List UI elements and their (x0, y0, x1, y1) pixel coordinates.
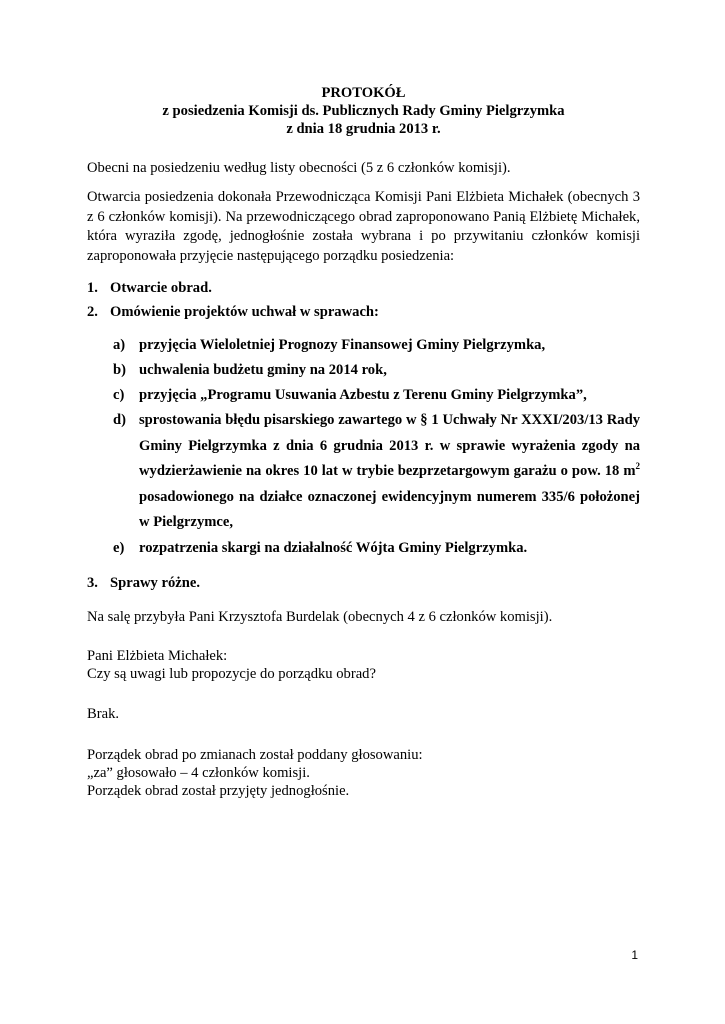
sub-item-text-part-1: sprostowania błędu pisarskiego zawartego w § 1 Uchwały Nr XXXI/203/13 Rady Gminy Pielgrzymka z dnia 6 grudnia 2013 r. w sprawie wyrażenia zgody na wydzierżawienie na okres 10 lat w trybie bezprzetargowym garażu o pow. 18 m (139, 412, 640, 479)
document-title-block (87, 84, 640, 138)
agenda-item-text: Omówienie projektów uchwał w sprawach: (110, 304, 379, 320)
agenda-list-continued (87, 574, 640, 592)
agenda-item-1 (87, 279, 640, 297)
superscript-2: 2 (635, 461, 640, 472)
agenda-sub-item-d (87, 408, 640, 536)
agenda-item-number: 2. (87, 304, 98, 320)
document-subtitle: z posiedzenia Komisji ds. Publicznych Rady Gminy Pielgrzymka (162, 103, 565, 119)
sub-item-letter: d) (113, 412, 126, 428)
agenda-sub-list (87, 333, 640, 561)
speaker-name: Pani Elżbieta Michałek: (87, 647, 228, 664)
agenda-item-text: Otwarcie obrad. (110, 280, 212, 296)
agenda-item-2 (87, 303, 640, 321)
agenda-item-number: 1. (87, 280, 98, 296)
sub-item-text: rozpatrzenia skargi na działalność Wójta Gminy Pielgrzymka. (139, 539, 528, 556)
agenda-item-text: Sprawy różne. (110, 574, 200, 591)
sub-item-text-part-2: posadowionego na działce oznaczonej ewidencyjnym numerem 335/6 położonej w Pielgrzymce, (139, 488, 640, 530)
speaker-block (87, 647, 640, 683)
opening-paragraph: Otwarcia posiedzenia dokonała Przewodnicząca Komisji Pani Elżbieta Michałek (obecnych 3 z 6 członków komisji). Na przewodniczącego obrad zaproponowano Panią Elżbietę Michałek, która wyraziła zgodę, jednogłośnie została wybrana i po przywitaniu członków komisji zaproponowała przyjęcie następującego porządku posiedzenia: (87, 189, 640, 264)
vote-line-3: Porządek obrad został przyjęty jednogłośnie. (87, 782, 350, 799)
agenda-list (87, 279, 640, 321)
agenda-item-number: 3. (87, 574, 98, 591)
sub-item-text: przyjęcia Wieloletniej Prognozy Finansowej Gminy Pielgrzymka, (139, 337, 546, 353)
answer-text: Brak. (87, 705, 120, 722)
vote-block (87, 746, 640, 800)
agenda-item-3 (87, 574, 640, 592)
page-number: 1 (631, 948, 638, 962)
document-date: z dnia 18 grudnia 2013 r. (286, 121, 441, 137)
sub-item-letter: c) (113, 387, 125, 403)
attendance-paragraph: Obecni na posiedzeniu według listy obecności (5 z 6 członków komisji). (87, 160, 511, 176)
sub-item-text: uchwalenia budżetu gminy na 2014 rok, (139, 362, 387, 378)
sub-item-letter: a) (113, 337, 126, 353)
agenda-sub-item-e (87, 536, 640, 561)
document-title: PROTOKÓŁ (321, 85, 406, 101)
arrival-paragraph: Na salę przybyła Pani Krzysztofa Burdelak (obecnych 4 z 6 członków komisji). (87, 608, 553, 625)
speaker-question: Czy są uwagi lub propozycje do porządku obrad? (87, 665, 376, 682)
sub-item-letter: b) (113, 362, 126, 378)
sub-item-text: przyjęcia „Programu Usuwania Azbestu z Terenu Gminy Pielgrzymka”, (139, 387, 587, 403)
sub-item-letter: e) (113, 539, 125, 556)
agenda-sub-item-b (87, 358, 640, 383)
vote-line-1: Porządek obrad po zmianach został poddany głosowaniu: (87, 746, 423, 763)
agenda-sub-item-a (87, 333, 640, 358)
agenda-sub-item-c (87, 383, 640, 408)
document-page (87, 84, 640, 800)
vote-line-2: „za” głosowało – 4 członków komisji. (87, 764, 310, 781)
